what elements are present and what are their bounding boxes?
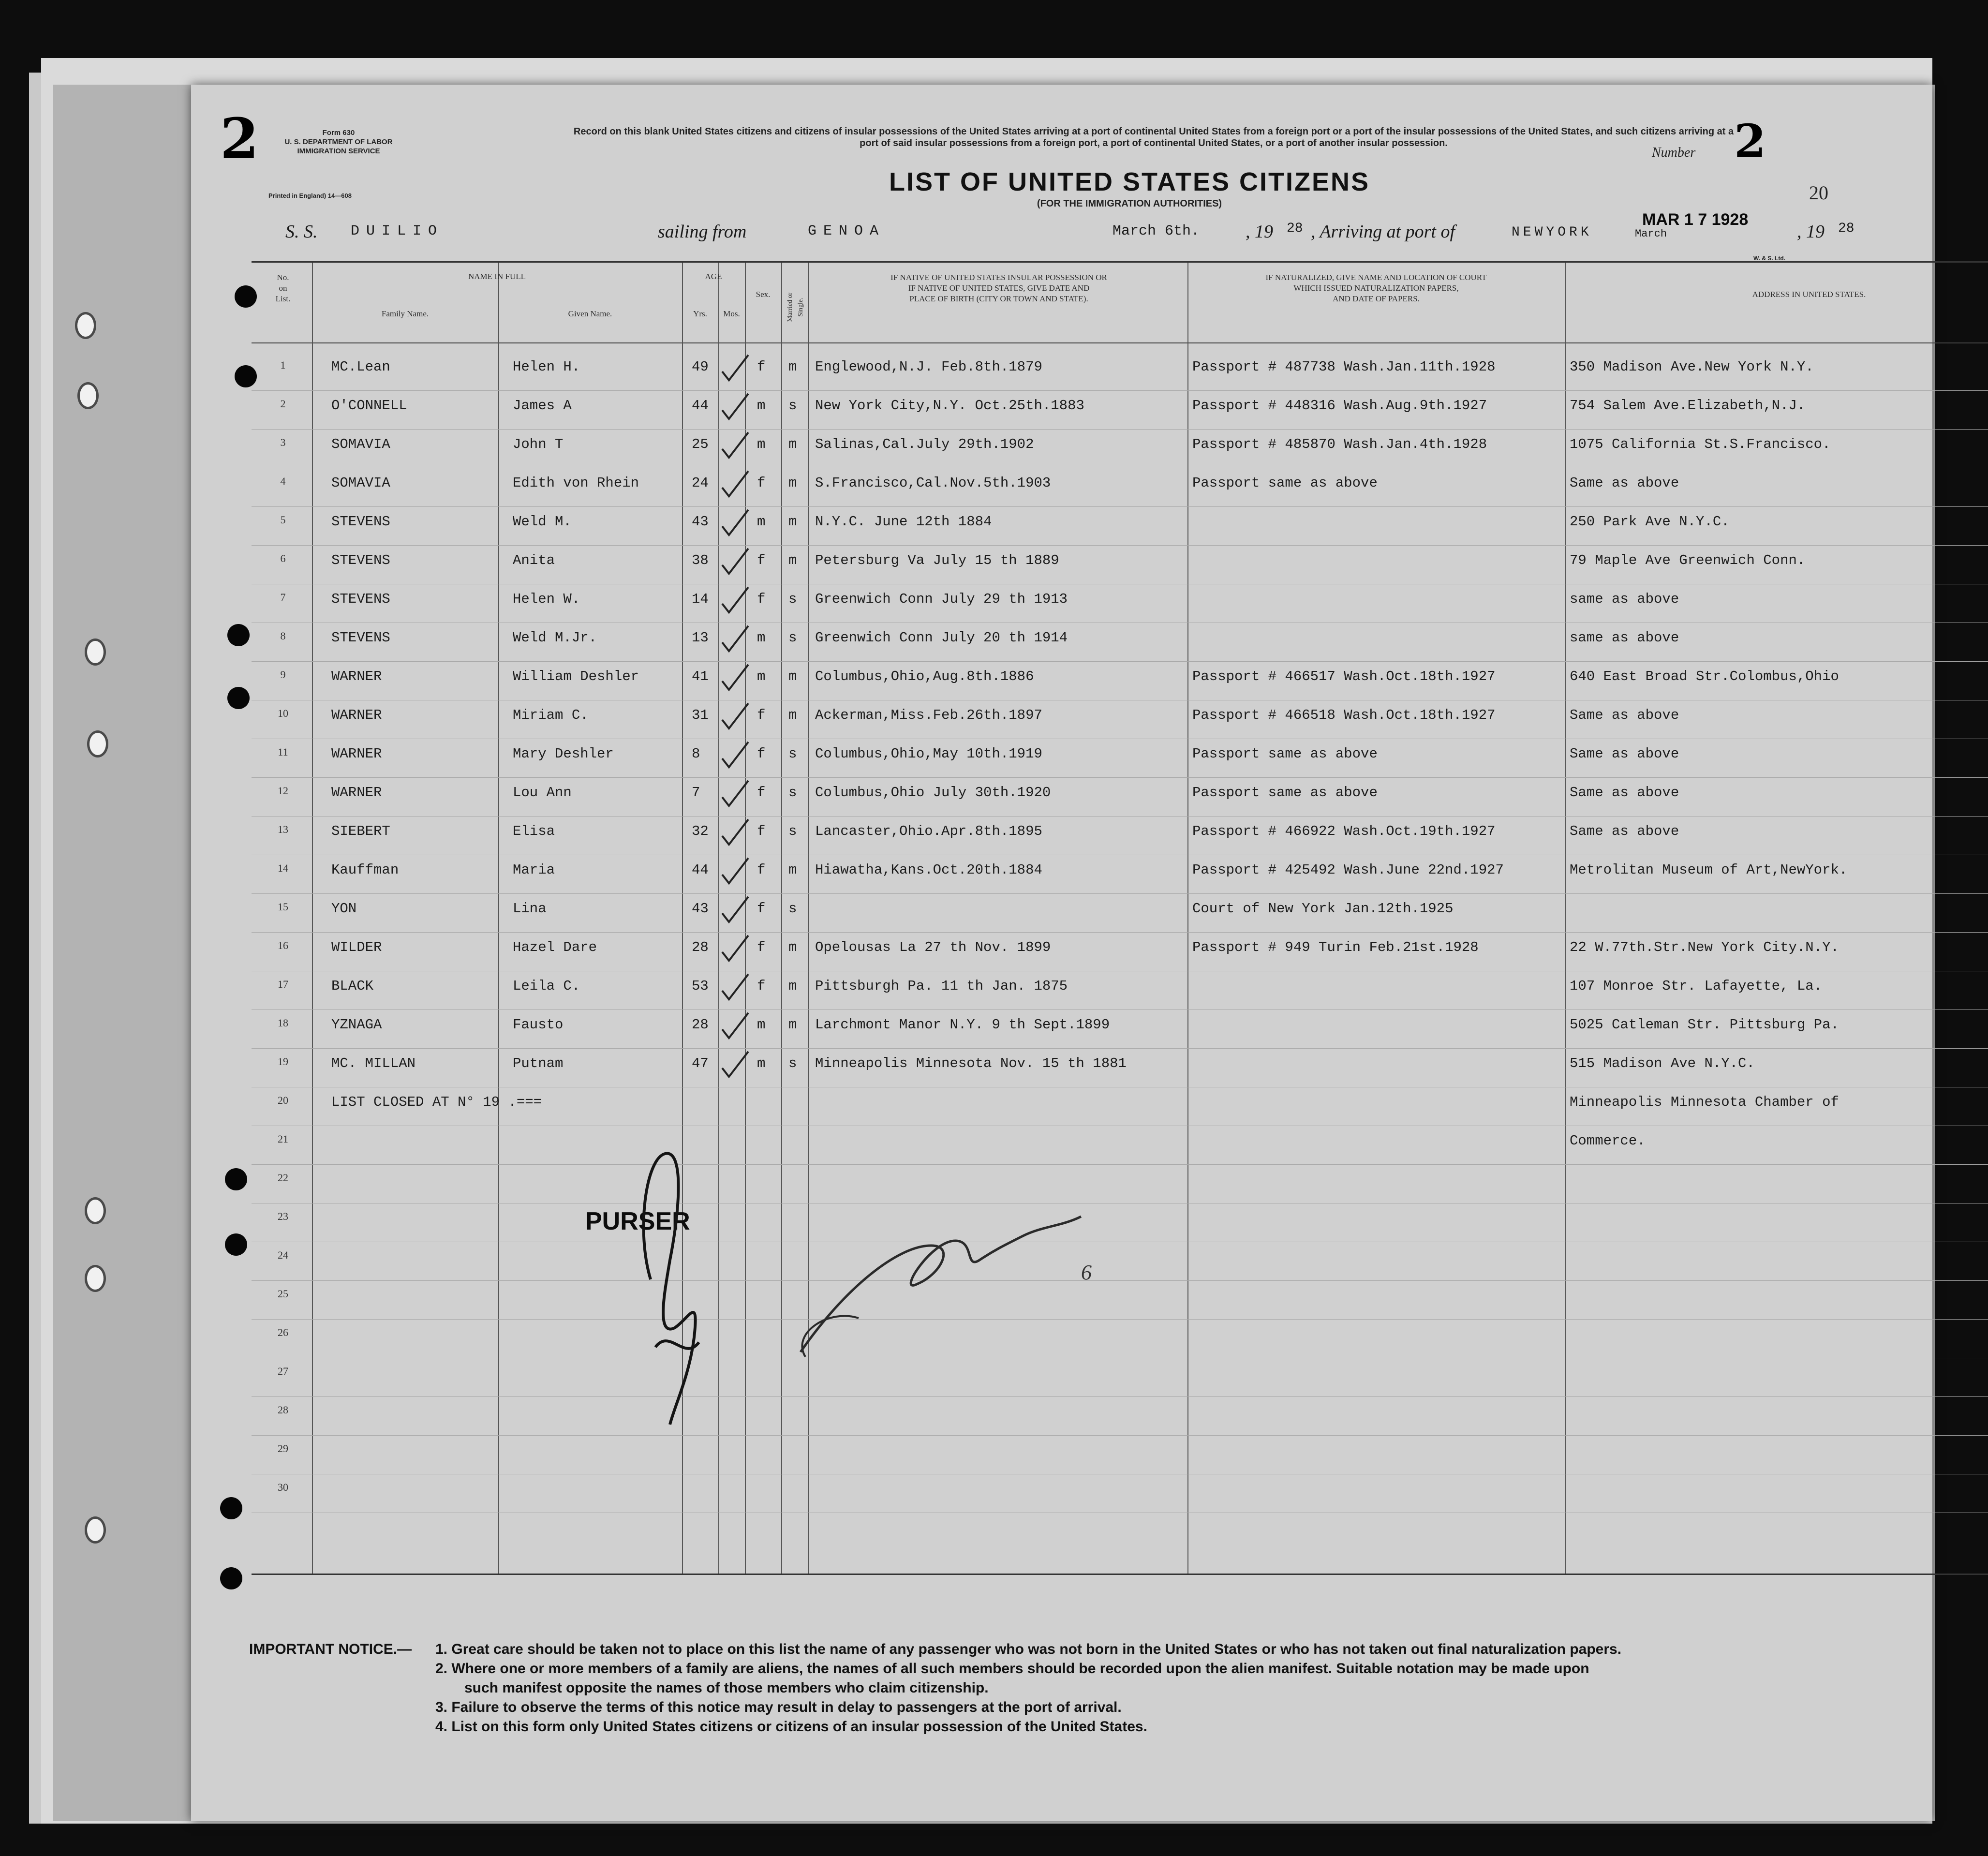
cell-sex: m [757, 1017, 766, 1033]
cell-given-name: Putnam [513, 1055, 564, 1071]
cell-naturalization: Passport same as above [1192, 475, 1378, 491]
cell-no: 24 [278, 1249, 288, 1261]
sailing-date: March 6th. [1113, 223, 1200, 239]
cell-no: 27 [278, 1365, 288, 1377]
cell-address: 5025 Catleman Str. Pittsburg Pa. [1570, 1017, 1839, 1033]
cell-age: 14 [692, 591, 709, 607]
cell-sex: f [757, 862, 766, 878]
cell-no: 17 [278, 978, 288, 990]
check-icon [718, 894, 752, 928]
cell-birthplace: Columbus,Ohio,May 10th.1919 [815, 746, 1042, 762]
cell-address: 22 W.77th.Str.New York City.N.Y. [1570, 939, 1839, 955]
cell-family-name: MC. MILLAN [331, 1055, 416, 1071]
binder-hole [85, 1516, 106, 1544]
cell-family-name: STEVENS [331, 630, 390, 646]
inspector-mark: 6 [1081, 1261, 1092, 1284]
check-icon [718, 507, 752, 541]
table-row [252, 546, 1988, 584]
cell-no: 30 [278, 1481, 288, 1493]
cell-age: 47 [692, 1055, 709, 1071]
cell-family-name: O'CONNELL [331, 398, 407, 414]
cell-address: 107 Monroe Str. Lafayette, La. [1570, 978, 1823, 994]
arriving-date: March [1635, 228, 1667, 240]
table-row [252, 933, 1988, 971]
cell-birthplace: Lancaster,Ohio.Apr.8th.1895 [815, 823, 1042, 839]
cell-age: 38 [692, 552, 709, 568]
cell-address: Metrolitan Museum of Art,NewYork. [1570, 862, 1848, 878]
cell-birthplace: S.Francisco,Cal.Nov.5th.1903 [815, 475, 1051, 491]
cell-family-name: SOMAVIA [331, 475, 390, 491]
cell-no: 28 [278, 1404, 288, 1416]
cell-given-name: Helen H. [513, 359, 580, 375]
cell-married-single: m [788, 552, 797, 568]
cell-married-single: s [788, 1055, 797, 1071]
check-icon [718, 468, 752, 502]
check-icon [718, 584, 752, 618]
cell-given-name: Leila C. [513, 978, 580, 994]
cell-given-name: Maria [513, 862, 555, 878]
cell-married-single: m [788, 1017, 797, 1033]
cell-given-name: Miriam C. [513, 707, 589, 723]
check-icon [718, 971, 752, 1005]
cell-birthplace: Petersburg Va July 15 th 1889 [815, 552, 1059, 568]
ws-mark: W. & S. Ltd. [1753, 255, 1785, 262]
cell-address: Same as above [1570, 785, 1679, 801]
cell-naturalization: Passport same as above [1192, 746, 1378, 762]
cell-sex: f [757, 785, 766, 801]
cell-birthplace: Larchmont Manor N.Y. 9 th Sept.1899 [815, 1017, 1110, 1033]
cell-sex: f [757, 591, 766, 607]
cell-age: 44 [692, 398, 709, 414]
cell-no: 16 [278, 939, 288, 951]
cell-no: 21 [278, 1133, 288, 1145]
cell-married-single: m [788, 668, 797, 684]
check-icon [718, 778, 752, 812]
cell-given-name: Edith von Rhein [513, 475, 639, 491]
year-prefix: , 19 [1246, 222, 1273, 242]
cell-address: 1075 California St.S.Francisco. [1570, 436, 1831, 452]
cell-no: 20 [278, 1094, 288, 1106]
check-icon [718, 623, 752, 657]
cell-naturalization: Passport # 425492 Wash.June 22nd.1927 [1192, 862, 1504, 878]
col-header-married: Married or Single. [786, 292, 804, 322]
manifest-sheet [191, 85, 1932, 1821]
notice-item: 1. Great care should be taken not to place on this list the name of any passenger who was not born in the United States or who has not taken out final naturalization papers. [435, 1641, 1622, 1657]
cell-sex: f [757, 475, 766, 491]
cell-address: Commerce. [1570, 1133, 1646, 1149]
cell-birthplace: Columbus,Ohio July 30th.1920 [815, 785, 1051, 801]
cell-birthplace: Pittsburgh Pa. 11 th Jan. 1875 [815, 978, 1068, 994]
cell-sex: f [757, 823, 766, 839]
col-header-sex: Sex. [756, 290, 771, 299]
cell-naturalization: Passport # 466517 Wash.Oct.18th.1927 [1192, 668, 1496, 684]
cell-no: 6 [280, 552, 286, 564]
check-icon [718, 817, 752, 850]
table-row [252, 1436, 1988, 1474]
cell-birthplace: Greenwich Conn July 20 th 1914 [815, 630, 1068, 646]
binder-hole [77, 382, 99, 409]
cell-family-name: WILDER [331, 939, 382, 955]
cell-naturalization: Passport # 448316 Wash.Aug.9th.1927 [1192, 398, 1487, 414]
cell-sex: f [757, 939, 766, 955]
cell-birthplace: N.Y.C. June 12th 1884 [815, 514, 992, 530]
col-header-mos: Mos. [723, 309, 740, 318]
cell-sex: f [757, 707, 766, 723]
table-row [252, 430, 1988, 468]
table-row [252, 894, 1988, 933]
cell-no: 12 [278, 785, 288, 797]
cell-married-single: m [788, 939, 797, 955]
cell-address: 640 East Broad Str.Colombus,Ohio [1570, 668, 1839, 684]
check-icon [718, 855, 752, 889]
cell-married-single: m [788, 862, 797, 878]
cell-given-name: Anita [513, 552, 555, 568]
cell-no: 23 [278, 1210, 288, 1222]
ss-label: S. S. [285, 222, 318, 242]
cell-no: 4 [280, 475, 286, 487]
cell-no: 10 [278, 707, 288, 719]
cell-given-name: Lou Ann [513, 785, 572, 801]
cell-sex: f [757, 901, 766, 917]
col-header-age: AGE [705, 272, 722, 281]
cell-no: 22 [278, 1172, 288, 1184]
cell-birthplace: Greenwich Conn July 29 th 1913 [815, 591, 1068, 607]
cell-no: 8 [280, 630, 286, 642]
col-header-family: Family Name. [381, 309, 429, 318]
cell-given-name: William Deshler [513, 668, 639, 684]
cell-naturalization: Court of New York Jan.12th.1925 [1192, 901, 1454, 917]
page-number: 20 [1809, 182, 1828, 204]
binder-hole [85, 1265, 106, 1292]
cell-married-single: s [788, 901, 797, 917]
cell-given-name: John T [513, 436, 564, 452]
cell-married-single: s [788, 785, 797, 801]
binder-hole [75, 312, 96, 339]
cell-age: 25 [692, 436, 709, 452]
cell-no: 15 [278, 901, 288, 913]
form-label: Form 630 U. S. DEPARTMENT OF LABOR IMMIGRATION SERVICE [284, 129, 393, 155]
table-row [252, 739, 1988, 778]
arriving-port: NEWYORK [1512, 225, 1592, 240]
cell-no: 3 [280, 436, 286, 448]
cell-married-single: m [788, 707, 797, 723]
check-icon [718, 430, 752, 463]
cell-no: 9 [280, 668, 286, 681]
cell-birthplace: Columbus,Ohio,Aug.8th.1886 [815, 668, 1034, 684]
cell-no: 2 [280, 398, 286, 410]
cell-naturalization: Passport same as above [1192, 785, 1378, 801]
cell-no: 14 [278, 862, 288, 874]
cell-sex: m [757, 398, 766, 414]
sailing-label: sailing from [658, 222, 747, 242]
corner-number: 2 [220, 106, 259, 172]
cell-address: 79 Maple Ave Greenwich Conn. [1570, 552, 1806, 568]
cell-family-name: WARNER [331, 668, 382, 684]
cell-birthplace: Ackerman,Miss.Feb.26th.1897 [815, 707, 1042, 723]
cell-age: 43 [692, 514, 709, 530]
check-icon [718, 1049, 752, 1083]
cell-sex: m [757, 1055, 766, 1071]
cell-age: 41 [692, 668, 709, 684]
check-icon [718, 546, 752, 579]
notice-item: such manifest opposite the names of those members who claim citizenship. [464, 1680, 989, 1696]
cell-married-single: s [788, 746, 797, 762]
cell-given-name: James A [513, 398, 572, 414]
punch-dot [225, 1233, 247, 1256]
notice-item: 2. Where one or more members of a family are aliens, the names of all such members should be recorded upon the alien manifest. Suitable notation may be made upon [435, 1661, 1589, 1677]
ship-name: DUILIO [351, 223, 444, 239]
cell-family-name: BLACK [331, 978, 374, 994]
check-icon [718, 933, 752, 966]
cell-married-single: m [788, 359, 797, 375]
cell-naturalization: Passport # 949 Turin Feb.21st.1928 [1192, 939, 1479, 955]
table-row [252, 1010, 1988, 1049]
cell-given-name: Mary Deshler [513, 746, 614, 762]
inspector-signature [771, 1173, 1304, 1405]
cell-family-name: SOMAVIA [331, 436, 390, 452]
cell-address: Same as above [1570, 475, 1679, 491]
arrival-stamp: MAR 1 7 1928 [1642, 210, 1749, 229]
cell-age: 31 [692, 707, 709, 723]
cell-sex: m [757, 514, 766, 530]
table-row [252, 817, 1988, 855]
cell-family-name: YON [331, 901, 357, 917]
binder-hole [85, 638, 106, 666]
cell-no: 18 [278, 1017, 288, 1029]
cell-no: 19 [278, 1055, 288, 1068]
cell-sex: m [757, 630, 766, 646]
col-header-yrs: Yrs. [693, 309, 707, 318]
cell-sex: f [757, 359, 766, 375]
cell-age: 44 [692, 862, 709, 878]
notice-item: 4. List on this form only United States citizens or citizens of an insular possession of the United States. [435, 1719, 1147, 1735]
cell-sex: f [757, 746, 766, 762]
year-prefix: , 19 [1797, 222, 1825, 242]
check-icon [718, 662, 752, 696]
cell-family-name: STEVENS [331, 552, 390, 568]
cell-birthplace: Minneapolis Minnesota Nov. 15 th 1881 [815, 1055, 1127, 1071]
col-header-birth: IF NATIVE OF UNITED STATES INSULAR POSSESSION OR IF NATIVE OF UNITED STATES, GIVE DATE AND PLACE OF BIRTH (CITY OR TOWN AND STATE). [890, 273, 1107, 303]
cell-age: 7 [692, 785, 700, 801]
cell-married-single: m [788, 978, 797, 994]
table-row [252, 778, 1988, 817]
instruction-text: Record on this blank United States citizens and citizens of insular possessions of the United States arriving at a port of continental United States from a foreign port or a port of the insular possessions of the United States, and such citizens arriving at a port of said insular possessions from a foreign port, a port of continental United States, or a port of another insular possession. [573, 126, 1734, 148]
cell-age: 53 [692, 978, 709, 994]
cell-married-single: s [788, 630, 797, 646]
cell-given-name: Lina [513, 901, 547, 917]
cell-family-name: STEVENS [331, 514, 390, 530]
cell-married-single: m [788, 475, 797, 491]
table-row [252, 623, 1988, 662]
cell-no: 7 [280, 591, 286, 603]
printed-in: Printed in England) 14—608 [268, 192, 352, 199]
table-row [252, 1474, 1988, 1513]
cell-birthplace: Opelousas La 27 th Nov. 1899 [815, 939, 1051, 955]
cell-given-name: Weld M.Jr. [513, 630, 597, 646]
number-label: Number [1652, 145, 1696, 160]
cell-given-name: Hazel Dare [513, 939, 597, 955]
cell-sex: f [757, 978, 766, 994]
cell-family-name: STEVENS [331, 591, 390, 607]
page-title: LIST OF UNITED STATES CITIZENS [889, 167, 1370, 196]
cell-married-single: s [788, 398, 797, 414]
table-row [252, 700, 1988, 739]
cell-naturalization: Passport # 466518 Wash.Oct.18th.1927 [1192, 707, 1496, 723]
important-notice [435, 1640, 1988, 1737]
check-icon [718, 1010, 752, 1044]
cell-married-single: s [788, 823, 797, 839]
cell-address: 515 Madison Ave N.Y.C. [1570, 1055, 1755, 1071]
cell-no: 13 [278, 823, 288, 835]
table-row [252, 391, 1988, 430]
col-header-naturalized: IF NATURALIZED, GIVE NAME AND LOCATION OF COURT WHICH ISSUED NATURALIZATION PAPERS, AND DATE OF PAPERS. [1265, 273, 1487, 303]
check-icon [718, 391, 752, 425]
cell-given-name: Helen W. [513, 591, 580, 607]
cell-birthplace: Englewood,N.J. Feb.8th.1879 [815, 359, 1042, 375]
arriving-label: , Arriving at port of [1311, 222, 1455, 242]
cell-married-single: m [788, 436, 797, 452]
cell-no: 25 [278, 1288, 288, 1300]
cell-birthplace: Hiawatha,Kans.Oct.20th.1884 [815, 862, 1042, 878]
binder-hole [85, 1197, 106, 1224]
cell-age: 28 [692, 939, 709, 955]
punch-dot [227, 687, 250, 709]
cell-married-single: m [788, 514, 797, 530]
cell-family-name: MC.Lean [331, 359, 390, 375]
cell-age: 24 [692, 475, 709, 491]
cell-no: 1 [280, 359, 286, 371]
cell-address: Same as above [1570, 746, 1679, 762]
table-row [252, 584, 1988, 623]
cell-family-name: YZNAGA [331, 1017, 382, 1033]
table-row [252, 855, 1988, 894]
cell-no: 11 [278, 746, 288, 758]
cell-given-name: Weld M. [513, 514, 572, 530]
cell-address: 250 Park Ave N.Y.C. [1570, 514, 1730, 530]
cell-family-name: WARNER [331, 707, 382, 723]
cell-sex: f [757, 552, 766, 568]
cell-married-single: s [788, 591, 797, 607]
notice-label: IMPORTANT NOTICE.— [249, 1641, 412, 1657]
purser-label: PURSER [585, 1207, 690, 1235]
year-value: 28 [1838, 221, 1854, 236]
check-icon [718, 352, 752, 386]
col-header-name: NAME IN FULL [468, 272, 526, 281]
header-rule [252, 342, 1988, 343]
table-row [252, 468, 1988, 507]
purser-signature [617, 1134, 733, 1434]
table-row [252, 662, 1988, 700]
cell-address: 350 Madison Ave.New York N.Y. [1570, 359, 1814, 375]
cell-age: 32 [692, 823, 709, 839]
page-subtitle: (FOR THE IMMIGRATION AUTHORITIES) [1037, 198, 1222, 209]
notice-item: 3. Failure to observe the terms of this notice may result in delay to passengers at the port of arrival. [435, 1699, 1122, 1715]
cell-naturalization: Passport # 485870 Wash.Jan.4th.1928 [1192, 436, 1487, 452]
cell-given-name: Elisa [513, 823, 555, 839]
cell-naturalization: Passport # 487738 Wash.Jan.11th.1928 [1192, 359, 1496, 375]
cell-family-name: WARNER [331, 746, 382, 762]
table-row [252, 1049, 1988, 1087]
cell-age: 43 [692, 901, 709, 917]
cell-age: 13 [692, 630, 709, 646]
cell-sex: m [757, 668, 766, 684]
cell-family-name: WARNER [331, 785, 382, 801]
check-icon [718, 700, 752, 734]
punch-dot [220, 1497, 242, 1519]
cell-age: 8 [692, 746, 700, 762]
cell-naturalization: Passport # 466922 Wash.Oct.19th.1927 [1192, 823, 1496, 839]
punch-dot [227, 624, 250, 646]
sailing-from: GENOA [808, 223, 886, 239]
cell-given-name: Fausto [513, 1017, 564, 1033]
col-header-address: ADDRESS IN UNITED STATES. [1752, 290, 1866, 299]
cell-no: 5 [280, 514, 286, 526]
cell-address: same as above [1570, 591, 1679, 607]
cell-address: Same as above [1570, 823, 1679, 839]
cell-no: 26 [278, 1326, 288, 1338]
table-row [252, 507, 1988, 546]
table-row [252, 352, 1988, 391]
cell-family-name: SIEBERT [331, 823, 390, 839]
cell-address: same as above [1570, 630, 1679, 646]
cell-no: 29 [278, 1442, 288, 1455]
cell-address: Minneapolis Minnesota Chamber of [1570, 1094, 1839, 1110]
check-icon [718, 739, 752, 773]
col-header-given: Given Name. [568, 309, 612, 318]
cell-age: 28 [692, 1017, 709, 1033]
table-row [252, 1126, 1988, 1165]
cell-sex: m [757, 436, 766, 452]
cell-age: 49 [692, 359, 709, 375]
col-header-no: No. on List. [275, 273, 291, 303]
binder-hole [87, 730, 108, 757]
cell-family-name: Kauffman [331, 862, 399, 878]
punch-dot [225, 1168, 247, 1190]
cell-birthplace: New York City,N.Y. Oct.25th.1883 [815, 398, 1084, 414]
year-value: 28 [1287, 221, 1303, 236]
table-row [252, 971, 1988, 1010]
cell-birthplace: Salinas,Cal.July 29th.1902 [815, 436, 1034, 452]
table-row [252, 1087, 1988, 1126]
cell-address: 754 Salem Ave.Elizabeth,N.J. [1570, 398, 1806, 414]
punch-dot [220, 1567, 242, 1589]
voyage-line [285, 210, 1988, 250]
cell-family-name: LIST CLOSED AT N° 19 .=== [331, 1094, 542, 1110]
list-number: 2 [1734, 115, 1766, 168]
cell-address: Same as above [1570, 707, 1679, 723]
